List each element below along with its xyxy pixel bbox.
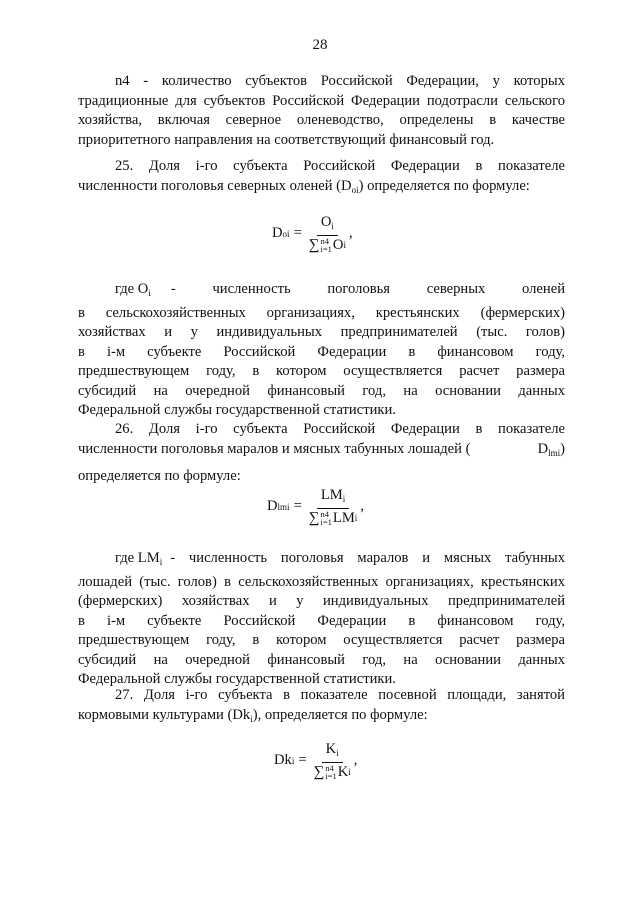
text-line: Федеральной службы государственной статистики.	[78, 402, 396, 418]
inline-symbol: D	[341, 177, 352, 194]
paragraph-27	[78, 686, 565, 729]
paragraph-26	[78, 420, 565, 487]
text-line: хозяйства, включая северное оленеводство, определены в качестве	[78, 112, 565, 128]
text-line: 25. Доля i-го субъекта Российской Федерации в показателе	[115, 158, 565, 174]
text-line: численности поголовья маралов и мясных табунных лошадей ( $D_{lmi}$)	[78, 440, 565, 458]
text-line: (фермерских) хозяйствах и у индивидуальных предпринимателей	[78, 593, 565, 609]
text-line: где $O_i$ - численность поголовья северных оленей	[115, 281, 565, 298]
formula-25: D oi = $O_i$ ∑ n4 i=1 O i ,	[272, 214, 353, 254]
text-line: традиционные для субъектов Российской Федерации подотрасли сельского	[78, 92, 565, 109]
definition-25	[78, 280, 565, 421]
text-line: определяется по формуле:	[78, 468, 241, 484]
formula-27: Dk i = $K_i$ ∑ n4 i=1 K i ,	[274, 741, 358, 781]
definition-26	[78, 549, 565, 690]
text-line: предшествующем году, в котором осуществляется расчет размера	[78, 632, 565, 648]
text-line: 26. Доля i-го субъекта Российской Федерации в показателе	[115, 421, 565, 437]
text-line: в сельскохозяйственных организациях, крестьянских (фермерских)	[78, 304, 565, 321]
text-line: численности поголовья северных оленей $(D_{oi})$ определяется по формуле:	[78, 177, 530, 195]
paragraph-25	[78, 157, 565, 200]
text-line: 27. Доля i-го субъекта в показателе посевной площади, занятой	[115, 687, 565, 703]
text-line: лошадей (тыс. голов) в сельскохозяйственных организациях, крестьянских	[78, 573, 565, 590]
intro-paragraph	[78, 72, 565, 150]
text-line: где $LM_i$ - численность поголовья маралов и мясных табунных	[115, 550, 565, 567]
text-line: в i-м субъекте Российской Федерации в финансовом году,	[78, 612, 565, 629]
text-line: хозяйствах и у индивидуальных предпринимателей (тыс. голов)	[78, 324, 565, 340]
text-line: кормовыми культурами $(Dk_i)$, определяется по формуле:	[78, 706, 428, 724]
text-line: приоритетного направления на соответствующий финансовый год.	[78, 131, 495, 148]
text-line: Федеральной службы государственной статистики.	[78, 671, 396, 687]
page-number: 28	[312, 37, 328, 53]
text-line: субсидий на очередной финансовый год, на основании данных	[78, 382, 565, 399]
text-line: предшествующем году, в котором осуществляется расчет размера	[78, 363, 565, 379]
text-line: в i-м субъекте Российской Федерации в финансовом году,	[78, 343, 565, 360]
formula-26: D lmi = $LM_i$ ∑ n4 i=1 LM i ,	[267, 487, 364, 527]
text-line: субсидий на очередной финансовый год, на основании данных	[78, 651, 565, 668]
text-line: n4 - количество субъектов Российской Федерации, у которых	[115, 73, 565, 89]
